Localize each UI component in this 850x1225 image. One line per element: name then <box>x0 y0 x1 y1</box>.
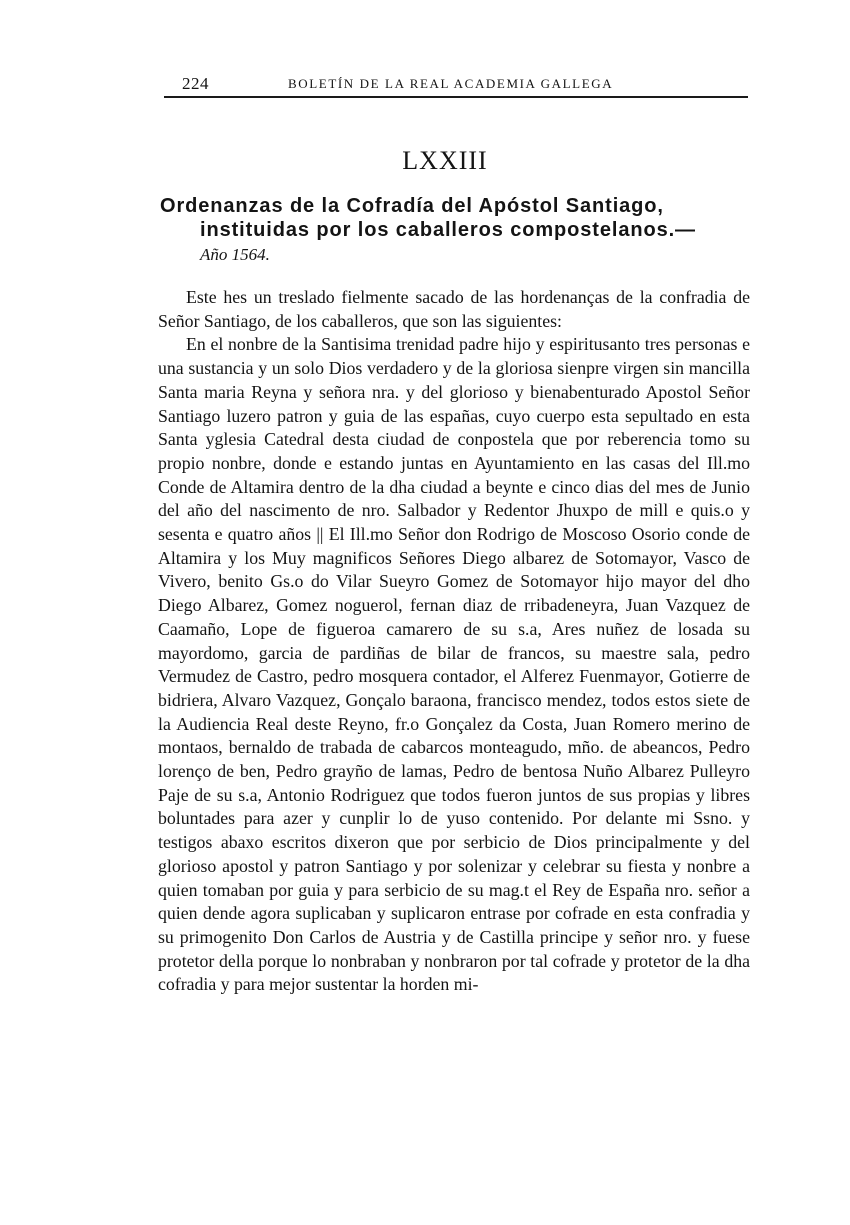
page-header <box>164 70 748 98</box>
section-numeral: LXXIII <box>402 146 488 175</box>
running-head: BOLETÍN DE LA REAL ACADEMIA GALLEGA <box>288 76 614 91</box>
title-line-2: instituidas por los caballeros compostelanos.— <box>200 219 696 241</box>
title-line-1: Ordenanzas de la Cofradía del Apóstol Santiago, <box>160 195 664 217</box>
document-title <box>160 194 755 242</box>
document-date: Año 1564. <box>200 245 270 264</box>
paragraph: Este hes un treslado fielmente sacado de las hordenanças de la confradia de Señor Santiago, de los caballeros, que son las siguientes: <box>158 287 750 331</box>
paragraph: En el nonbre de la Santisima trenidad padre hijo y espiritusanto tres personas e una sustancia y un solo Dios verdadero y de la gloriosa sienpre virgen sin mancilla Santa maria Reyna y señora nra. y del glorioso y bienabenturado Apostol Señor Santiago luzero patron y guia de las españas, cuyo cuerpo esta sepultado en esta Santa yglesia Catedral desta ciudad de conpostela que por reberencia tomo su propio nonbre, donde e estando juntas en Ayuntamiento en las casas del Ill.mo Conde de Altamira dentro de la dha ciudad a beynte e cinco dias del mes de Junio del año del nascimento de nro. Salbador y Redentor Jhuxpo de mill e quis.o y sesenta e quatro años || El Ill.mo Señor don Rodrigo de Moscoso Osorio conde de Altamira y los Muy magnificos Señores Diego albarez de Sotomayor, Vasco de Vivero, benito Gs.o do Vilar Sueyro Gomez de Sotomayor hijo mayor del dho Diego Albarez, Gomez noguerol, fernan diaz de rribadeneyra, Juan Vazquez de Caamaño, Lope de figueroa camarero de su s.a, Ares nuñez de losada su mayordomo, garcia de pardiñas de bilar de francos, su maestre sala, pedro Vermudez de Castro, pedro mosquera contador, el Alferez Fuenmayor, Gotierre de bidriera, Alvaro Vazquez, Gonçalo baraona, francisco mendez, todos estos siete de la Audiencia Real deste Reyno, fr.o Gonçalez da Costa, Juan Romero merino de montaos, bernaldo de trabada de cabarcos monteagudo, mño. de abeancos, Pedro lorenço de ben, Pedro grayño de lamas, Pedro de bentosa Nuño Albarez Pulleyro Paje de su s.a, Antonio Rodriguez que todos fueron juntos de sus propias y libres boluntades para azer y cunplir lo de yuso contenido. Por delante mi Ssno. y testigos abaxo escritos dixeron que por serbicio de Dios principalmente y del glorioso apostol y patron Santiago y por solenizar y celebrar su fiesta y nonbre a quien tomaban por guia y para serbicio de su mag.t el Rey de España nro. señor a quien dende agora suplicaban y suplicaron entrase por cofrade en esta confradia y su primogenito Don Carlos de Austria y de Castilla principe y señor nro. y fuese protetor della porque lo nonbraban y nonbraron por tal cofrade y protetor de la dha cofradia y para mejor sustentar la horden mi- <box>158 334 750 995</box>
body-text <box>158 286 750 997</box>
page-number: 224 <box>182 74 209 93</box>
